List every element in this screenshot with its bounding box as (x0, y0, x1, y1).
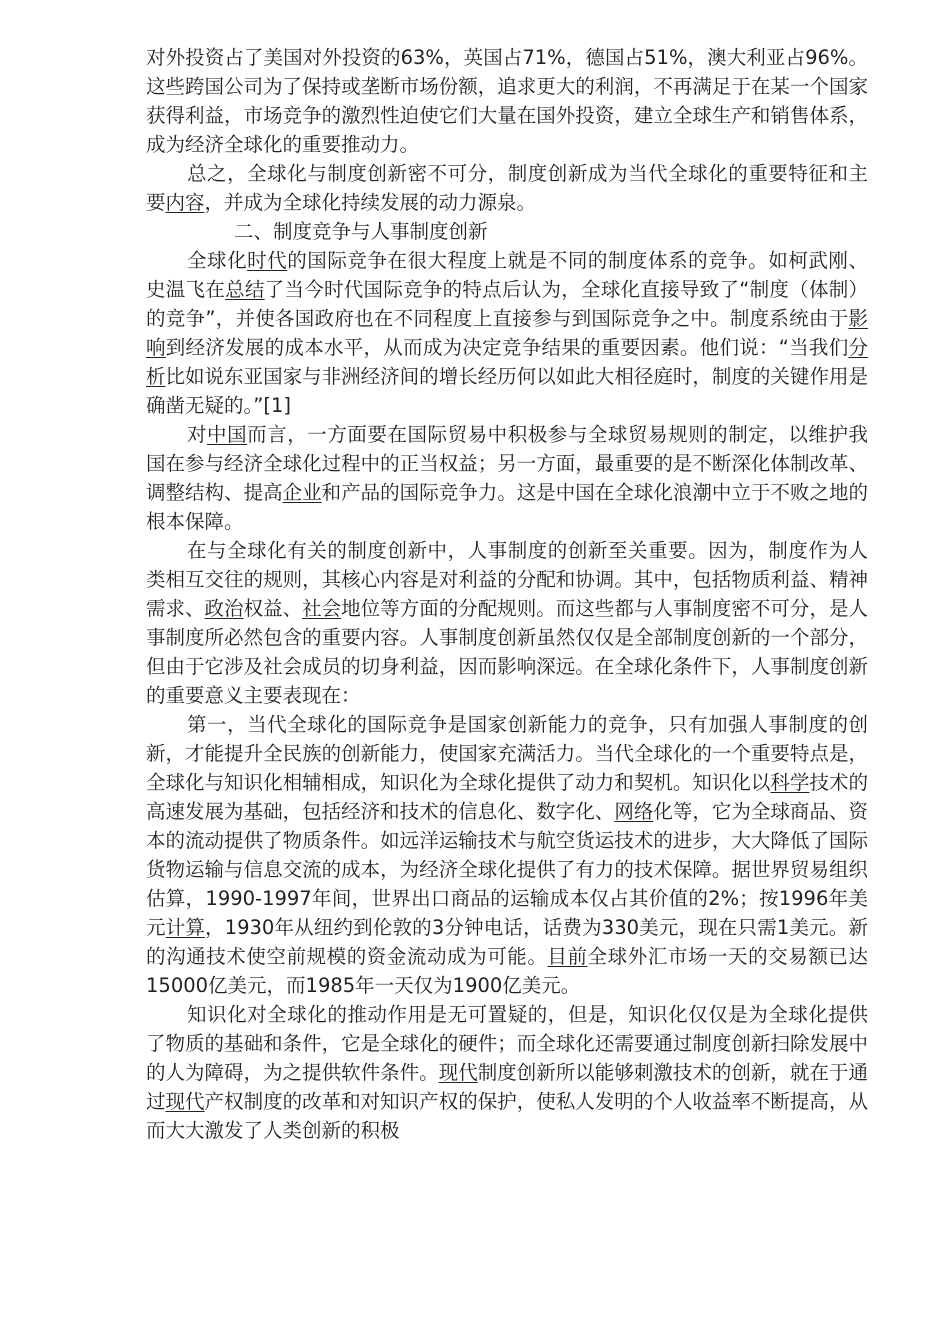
paragraph (146, 246, 868, 420)
paragraph (146, 43, 868, 159)
text-run: 总之，全球化与制度创新密不可分，制度创新成为当代全球化的重要特征和主要 (146, 162, 868, 214)
hyperlink[interactable]: 网络 (614, 800, 654, 823)
text-run: 权益、 (243, 597, 303, 620)
hyperlink[interactable]: 分析 (146, 336, 868, 388)
hyperlink[interactable]: 企业 (282, 481, 322, 504)
hyperlink[interactable]: 社会 (302, 597, 342, 620)
text-run: 化等，它为全球商品、资本的流动提供了物质条件。如远洋运输技术与航空货运技术的进步，大大降低了国际货物运输与信息交流的成本，为经济全球化提供了有力的技术保障。据世界贸易组织估算，1990-1997年间，世界出口商品的运输成本仅占其价值的2%；按1996年美元 (146, 800, 868, 939)
text-run: 到经济发展的成本水平，从而成为决定竞争结果的重要因素。他们说：“当我们 (165, 336, 849, 359)
text-run: 了当今时代国际竞争的特点后认为，全球化直接导致了“制度（体制）的竞争”，并使各国政府也在不同程度上直接参与到国际竞争之中。制度系统由于 (146, 278, 868, 330)
text-run: 地位等方面的分配规则。而这些都与人事制度密不可分，是人事制度所必然包含的重要内容。人事制度创新虽然仅仅是全部制度创新的一个部分，但由于它涉及社会成员的切身利益，因而影响深远。在全球化条件下，人事制度创新的重要意义主要表现在： (146, 597, 868, 707)
text-run: 知识化对全球化的推动作用是无可置疑的，但是，知识化仅仅是为全球化提供了物质的基础和条件，它是全球化的硬件；而全球化还需要通过制度创新扫除发展中的人为障碍，为之提供软件条件。 (146, 1003, 868, 1084)
hyperlink[interactable]: 中国 (207, 423, 248, 446)
text-run: 第一，当代全球化的国际竞争是国家创新能力的竞争，只有加强人事制度的创新，才能提升全民族的创新能力，使国家充满活力。当代全球化的一个重要特点是，全球化与知识化相辅相成，知识化为全球化提供了动力和契机。知识化以 (146, 713, 868, 794)
text-run: 的国际竞争在很大程度上就是不同的制度体系的竞争。如柯武刚、史温飞在 (146, 249, 868, 301)
hyperlink[interactable]: 政治 (204, 597, 244, 620)
text-run: 对外投资占了美国对外投资的63%，英国占71%，德国占51%，澳大利亚占96%。这些跨国公司为了保持或垄断市场份额，追求更大的利润，不再满足于在某一个国家获得利益，市场竞争的激烈性迫使它们大量在国外投资，建立全球生产和销售体系，成为经济全球化的重要推动力。 (146, 46, 868, 156)
text-run: 而言，一方面要在国际贸易中积极参与全球贸易规则的制定，以维护我国在参与经济全球化过程中的正当权益；另一方面，最重要的是不断深化体制改革、调整结构、提高 (146, 423, 868, 504)
hyperlink[interactable]: 总结 (225, 278, 265, 301)
hyperlink[interactable]: 计算 (165, 916, 206, 939)
text-run: 和产品的国际竞争力。这是中国在全球化浪潮中立于不败之地的根本保障。 (146, 481, 868, 533)
hyperlink[interactable]: 现代 (438, 1061, 478, 1084)
hyperlink[interactable]: 现代 (165, 1090, 205, 1113)
hyperlink[interactable]: 时代 (247, 249, 288, 272)
text-run: 二、制度竞争与人事制度创新 (234, 220, 488, 243)
text-run: 全球化 (187, 249, 248, 272)
text-run: ，1930年从纽约到伦敦的3分钟电话，话费为330美元，现在只需1美元。新的沟通技术使空前规模的资金流动成为可能。 (146, 916, 868, 968)
text-run: 全球外汇市场一天的交易额已达15000亿美元，而1985年一天仅为1900亿美元。 (146, 945, 868, 997)
text-run: 制度创新所以能够刺激技术的创新，就在于通过 (146, 1061, 868, 1113)
text-run: ，并成为全球化持续发展的动力源泉。 (204, 191, 537, 214)
paragraph (146, 536, 868, 710)
document-body (146, 43, 868, 1145)
paragraph (146, 420, 868, 536)
hyperlink[interactable]: 内容 (165, 191, 205, 214)
text-run: 对 (187, 423, 208, 446)
hyperlink[interactable]: 科学 (770, 771, 810, 794)
paragraph (146, 159, 868, 217)
hyperlink[interactable]: 影响 (146, 307, 868, 359)
paragraph (146, 710, 868, 1000)
paragraph (146, 1000, 868, 1145)
text-run: 比如说东亚国家与非洲经济间的增长经历何以如此大相径庭时，制度的关键作用是确凿无疑的。”[1] (146, 365, 868, 417)
section-heading (146, 217, 868, 246)
hyperlink[interactable]: 目前 (547, 945, 588, 968)
text-run: 技术的高速发展为基础，包括经济和技术的信息化、数字化、 (146, 771, 868, 823)
text-run: 在与全球化有关的制度创新中，人事制度的创新至关重要。因为，制度作为人类相互交往的规则，其核心内容是对利益的分配和协调。其中，包括物质利益、精神需求、 (146, 539, 868, 620)
text-run: 产权制度的改革和对知识产权的保护，使私人发明的个人收益率不断提高，从而大大激发了人类创新的积极 (146, 1090, 868, 1142)
